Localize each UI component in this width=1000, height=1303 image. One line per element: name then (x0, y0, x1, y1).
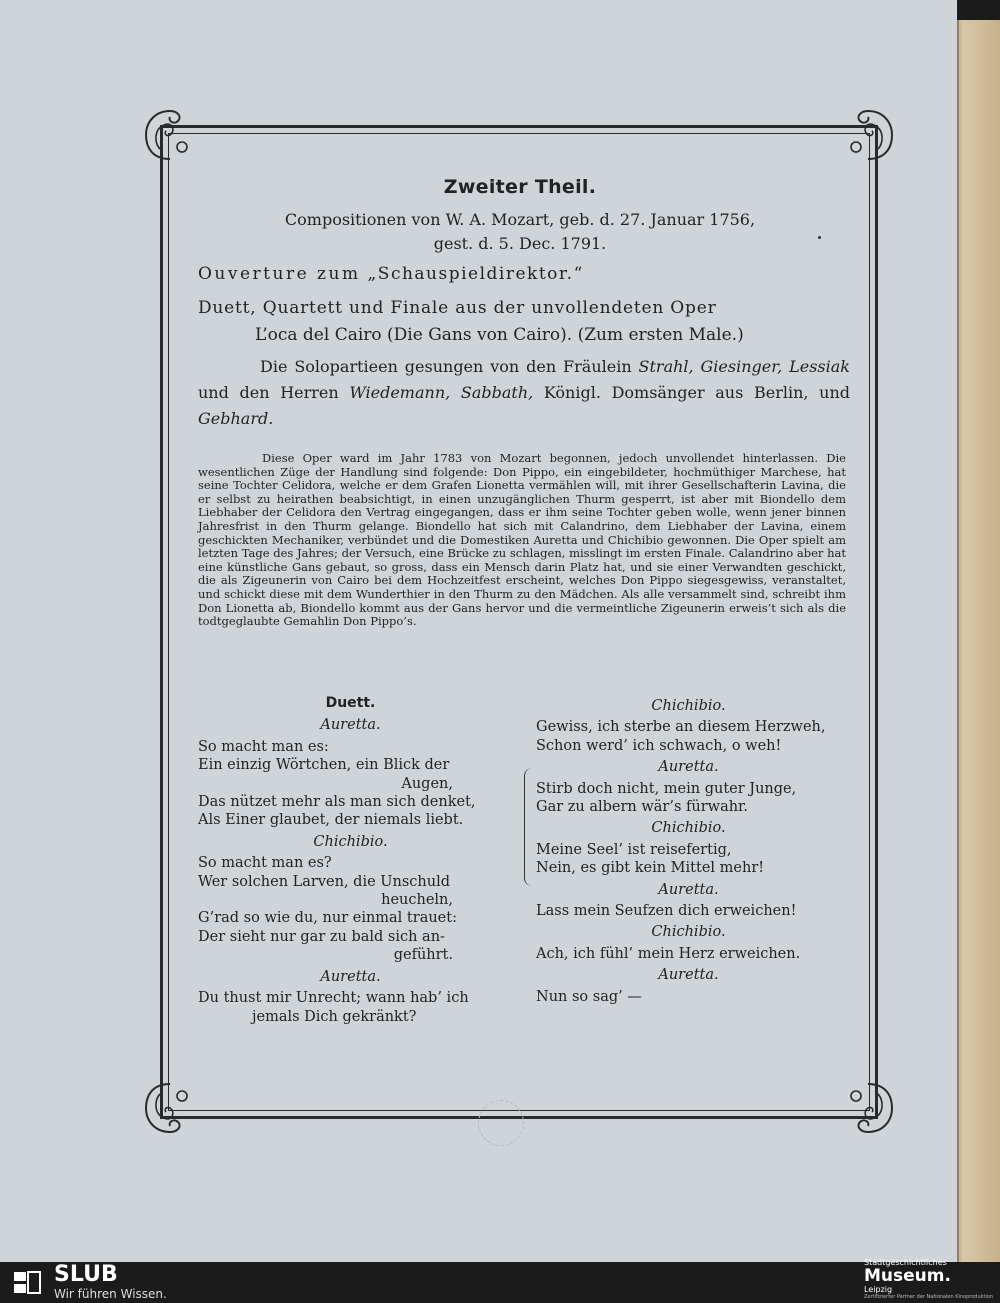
compositions-line-2: gest. d. 5. Dec. 1791. (433, 234, 607, 253)
verse-line: jemals Dich gekränkt? (252, 1008, 417, 1025)
role-label: Chichibio. (651, 924, 726, 941)
role-label: Auretta. (658, 967, 719, 984)
verse-line: Meine Seel’ ist reisefertig, (536, 841, 732, 858)
duett-title-line-2: L’oca del Cairo (Die Gans von Cairo). (Zum ersten Male.) (255, 325, 744, 345)
verse-line: Augen, (401, 775, 453, 792)
ornament-top-left-icon (142, 107, 198, 163)
museum-line-3: Leipzig (864, 1285, 893, 1294)
duett-title-line-1: Duett, Quartett und Finale aus der unvollendeten Oper (198, 298, 717, 318)
role-label: Auretta. (320, 968, 381, 985)
soloists-paragraph (198, 354, 850, 432)
verse-line: Wer solchen Larven, die Unschuld (198, 873, 451, 890)
libretto-columns (198, 694, 850, 1074)
verse-line: heucheln, (381, 892, 453, 909)
museum-line-4: Zertifizierter Partner der Nationalen Kinoproduktion (864, 1294, 994, 1300)
slub-logo-icon[interactable] (12, 1268, 48, 1298)
libretto-left-column (198, 694, 503, 1026)
museum-logo[interactable] (864, 1258, 994, 1301)
solo-text-3: Königl. Domsänger aus Berlin, und (533, 383, 850, 402)
ornament-top-right-icon (840, 107, 896, 163)
solo-singer-gebhard: Gebhard. (198, 409, 274, 428)
solo-singers-female: Strahl, Giesinger, (638, 357, 783, 376)
museum-line-2: Museum. (864, 1266, 951, 1286)
role-label: Chichibio. (313, 833, 388, 850)
verse-line: Nun so sag’ — (536, 988, 642, 1005)
verse-line: Gewiss, ich sterbe an diesem Herzweh, (536, 719, 826, 736)
verse-line: Das nützet mehr als man sich denket, (198, 794, 476, 811)
verse-line: Schon werd’ ich schwach, o weh! (536, 737, 782, 754)
role-label: Auretta. (658, 881, 719, 898)
section-heading: Zweiter Theil. (443, 176, 597, 198)
role-label: Chichibio. (651, 698, 726, 714)
plot-note: Diese Oper ward im Jahr 1783 von Mozart begonnen, jedoch unvollendet hinterlassen. Die wesentlichen Züge der Handlung sind folgende: Don Pippo, ein eingebildeter, hochmüthiger Marchese, hat seine Tochter Celidora, welche er dem Grafen Lionetta vermählen will, mit ihrer Gesellschafterin Lavina, die er selbst zu heirathen beabsichtigt, in einen unzugänglichen Thurm gesperrt, ist aber mit Biondello dem Liebhaber der Celidora den Vertrag eingegangen, dass er ihm seine Tochter geben wolle, wenn jener binnen Jahresfrist in den Thurm gelange. Biondello hat sich mit Calandrino, dem Liebhaber der Lavina, einem geschickten Mechaniker, verbündet und die Domestiken Auretta und Chichibio gewonnen. Die Oper spielt am letzten Tage des Jahres; der Versuch, eine Brücke zu schlagen, misslingt im ersten Finale. Calandrino aber hat eine künstliche Gans gebaut, so gross, dass ein Mensch darin Platz hat, und sie einer Verwandten geschickt, die als Zigeunerin von Cairo bei dem Hochzeitfest erscheint, welches Don Pippo siegesgewiss, veranstaltet, und schickt diese mit dem Wunderthier in den Thurm zu den Mädchen. Als alle versammelt sind, schreibt ihm Don Lionetta ab, Biondello kommt aus der Gans hervor und die vermeintliche Zigeunerin erweis’t sich als die todtgeglaubte Gemahlin Don Pippo’s. (198, 451, 846, 629)
verse-line: geführt. (393, 947, 453, 964)
verse-line: Nein, es gibt kein Mittel mehr! (536, 860, 765, 877)
solo-singer-lessiak: Lessiak (789, 357, 850, 376)
slub-tagline: Wir führen Wissen. (54, 1287, 167, 1301)
overture-label: Ouverture zum (198, 264, 361, 284)
verse-line: Gar zu albern wär’s fürwahr. (536, 799, 749, 816)
solo-text-2: und den Herren (198, 383, 350, 402)
brace-mark (524, 768, 535, 886)
verse-line: So macht man es? (198, 855, 332, 872)
overture-line (198, 264, 850, 284)
slub-name[interactable]: SLUB (54, 1262, 118, 1287)
role-label: Auretta. (320, 717, 381, 734)
libretto-right-column (536, 694, 841, 1006)
verse-line: Als Einer glaubet, der niemals liebt. (198, 812, 464, 829)
adjacent-page-edge-shade (962, 20, 1000, 1262)
verse-line: Stirb doch nicht, mein guter Junge, (536, 780, 797, 797)
duett-heading: Duett. (325, 695, 376, 711)
compositions-line-1: Compositionen von W. A. Mozart, geb. d. 27. Januar 1756, (284, 210, 756, 229)
verse-line: Lass mein Seufzen dich erweichen! (536, 903, 797, 920)
page-content (190, 170, 850, 1090)
verse-line: So macht man es: (198, 738, 329, 755)
solo-text-1: Die Solopartieen gesungen von den Fräulein (260, 357, 639, 376)
museum-line-1: Stadtgeschichtliches (864, 1258, 947, 1267)
solo-singers-male: Wiedemann, Sabbath, (349, 383, 534, 402)
overture-title: „Schauspieldirektor.“ (367, 264, 584, 284)
role-label: Chichibio. (651, 820, 726, 837)
verse-line: Ein einzig Wörtchen, ein Blick der (198, 757, 450, 774)
role-label: Auretta. (658, 759, 719, 776)
verse-line: Der sieht nur gar zu bald sich an- (198, 928, 445, 945)
verse-line: Du thust mir Unrecht; wann hab’ ich (198, 990, 469, 1007)
verse-line: Ach, ich fühl’ mein Herz erweichen. (536, 945, 801, 962)
verse-line: G’rad so wie du, nur einmal trauet: (198, 910, 457, 927)
library-stamp (478, 1100, 524, 1146)
